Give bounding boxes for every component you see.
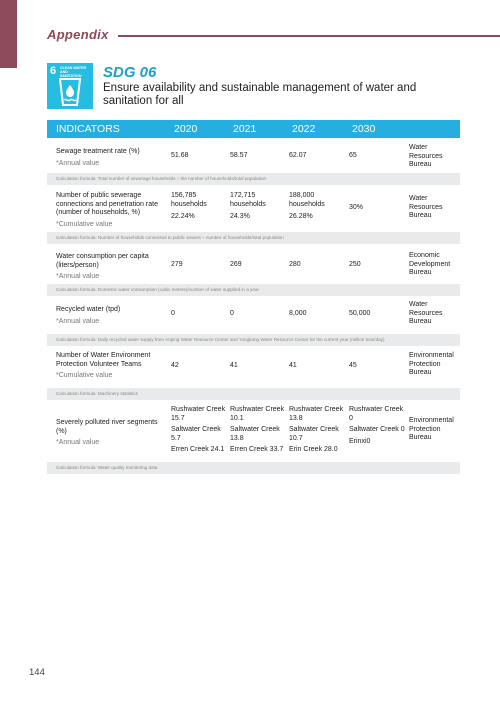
- value-2022: [289, 406, 345, 455]
- indicator-label: Recycled water (tpd): [56, 306, 121, 313]
- river-value: Rushwater Creek 0: [349, 406, 404, 422]
- table-row: [47, 296, 460, 334]
- side-tab-marker: [0, 0, 17, 68]
- indicator-label: Number of Water Environment Protection Volunteer Teams: [56, 352, 151, 368]
- calculation-formula: Calculation formula: Machinery statistics: [47, 388, 460, 400]
- value-2021: [230, 406, 286, 455]
- table-row: [47, 138, 460, 173]
- calculation-formula: Calculation formula: Total number of sewerage households ÷ the number of households/total population: [47, 173, 460, 185]
- calculation-formula: Calculation formula: Number of households connected to public sewers ÷ number of households/total population: [47, 232, 460, 244]
- value-2030: 65: [349, 152, 357, 159]
- sdg-logo-number: 6: [50, 65, 57, 77]
- section-title: Appendix: [47, 27, 109, 42]
- indicator-name: [56, 192, 166, 229]
- river-value: Rushwater Creek 15.7: [171, 406, 226, 422]
- header-year-2030: 2030: [352, 123, 376, 135]
- river-value: Rushwater Creek 10.1: [230, 406, 285, 422]
- value-2020: 0: [171, 310, 175, 317]
- sdg-heading: SDG 06: [103, 64, 157, 81]
- river-value: Saltwater Creek 13.8: [230, 426, 280, 442]
- rate-2022: 26.28%: [289, 213, 313, 220]
- calculation-formula: Calculation formula: Water quality monitoring data: [47, 462, 460, 474]
- river-value: Erren Creek 24.1: [171, 446, 225, 453]
- value-2021: 269: [230, 261, 242, 268]
- responsible-agency: Water Resources Bureau: [409, 195, 443, 219]
- responsible-agency: Environmental Protection Bureau: [409, 352, 454, 376]
- value-2021: 58.57: [230, 152, 248, 159]
- value-2021: [230, 192, 286, 222]
- value-2022: 8,000: [289, 310, 307, 317]
- households-2021: 172,715 households: [230, 192, 266, 208]
- value-2020: [171, 192, 227, 222]
- header-year-2022: 2022: [292, 123, 316, 135]
- indicators-table: [47, 120, 460, 474]
- indicator-name: [56, 148, 166, 168]
- indicator-type: *Annual value: [56, 159, 100, 167]
- value-2020: 51.68: [171, 152, 189, 159]
- indicator-label: Water consumption per capita (liters/person): [56, 253, 149, 269]
- indicator-type: *Cumulative value: [56, 372, 113, 379]
- river-value: Saltwater Creek 5.7: [171, 426, 221, 442]
- value-2020: 42: [171, 362, 179, 369]
- responsible-agency: Water Resources Bureau: [409, 301, 443, 325]
- indicator-name: [56, 352, 166, 381]
- indicator-label: Number of public sewerage connections and penetration rate (number of households, %): [56, 192, 158, 216]
- table-header: [47, 120, 460, 138]
- responsible-agency: Water Resources Bureau: [409, 144, 443, 168]
- indicator-name: [56, 306, 166, 326]
- indicator-type: *Annual value: [56, 273, 100, 280]
- responsible-agency: Economic Development Bureau: [409, 252, 451, 276]
- value-2022: 41: [289, 362, 297, 369]
- table-row: [47, 185, 460, 232]
- indicator-label: Severely polluted river segments (%): [56, 419, 158, 435]
- table-row: [47, 244, 460, 284]
- rate-2020: 22.24%: [171, 213, 195, 220]
- header-year-2020: 2020: [174, 123, 198, 135]
- value-2022: 62.07: [289, 152, 307, 159]
- section-rule: [118, 35, 500, 37]
- value-2030: 250: [349, 261, 361, 268]
- header-indicators: INDICATORS: [56, 123, 120, 135]
- water-glass-icon: [56, 75, 84, 107]
- indicator-name: [56, 419, 166, 448]
- sdg-logo-label: CLEAN WATER AND SANITATION: [60, 66, 87, 79]
- indicator-label: Sewage treatment rate (%): [56, 148, 140, 155]
- responsible-agency: Environmental Protection Bureau: [409, 417, 454, 441]
- indicator-type: *Annual value: [56, 317, 100, 325]
- header-year-2021: 2021: [233, 123, 257, 135]
- calculation-formula: Calculation formula: Domestic water consumption (cubic meters)/number of water supplied in a year: [47, 284, 460, 296]
- sdg-subtitle: Ensure availability and sustainable management of water and sanitation for all: [103, 82, 417, 107]
- river-value: Erren Creek 33.7: [230, 446, 284, 453]
- value-2030: 30%: [349, 204, 364, 211]
- indicator-name: [56, 253, 166, 282]
- value-2022: [289, 192, 345, 222]
- value-2030: 45: [349, 362, 357, 369]
- river-value: Erinxi0: [349, 437, 371, 445]
- table-row: [47, 400, 460, 462]
- value-2030: [349, 406, 405, 446]
- river-value: Erin Creek 28.0: [289, 446, 338, 453]
- indicator-type: *Cumulative value: [56, 220, 113, 228]
- value-2021: 0: [230, 310, 234, 317]
- river-value: Rushwater Creek 13.8: [289, 406, 344, 422]
- value-2020: [171, 406, 227, 455]
- value-2022: 280: [289, 261, 301, 268]
- households-2022: 188,000 households: [289, 192, 325, 208]
- rate-2021: 24.3%: [230, 213, 250, 220]
- table-row: [47, 346, 460, 388]
- households-2020: 156,785 households: [171, 192, 207, 208]
- value-2021: 41: [230, 362, 238, 369]
- value-2030: 50,000: [349, 310, 371, 317]
- sdg-logo: [47, 63, 93, 109]
- value-2020: 279: [171, 261, 183, 268]
- page-number: 144: [29, 667, 45, 678]
- indicator-type: *Annual value: [56, 439, 100, 446]
- river-value: Saltwater Creek 0: [349, 426, 405, 433]
- calculation-formula: Calculation formula: Daily recycled water supply from Anping Water Resource Center and Yongkang Water Resource Center for the current year (million tons/day): [47, 334, 460, 346]
- river-value: Saltwater Creek 10.7: [289, 426, 339, 442]
